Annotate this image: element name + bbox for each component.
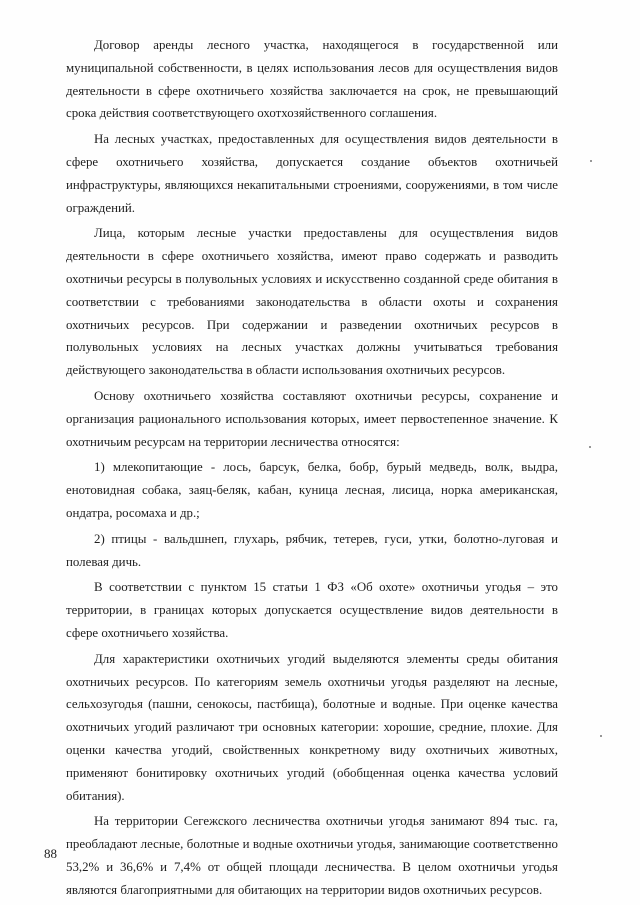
list-item-mammals: 1) млекопитающие - лось, барсук, белка, бобр, бурый медведь, волк, выдра, енотовидная собака, заяц-беляк, кабан, куница лесная, лисица, норка американская, ондатра, росомаха и др.;: [66, 460, 558, 520]
paragraph-forest-lease: Договор аренды лесного участка, находящегося в государственной или муниципальной собственности, в целях использования лесов для осуществления видов деятельности в сфере охотничьего хозяйства заключается на срок, не превышающий срока действия соответствующего охотхозяйственного соглашения.: [66, 38, 558, 121]
paragraph-hunting-infrastructure: На лесных участках, предоставленных для осуществления видов деятельности в сфере охотничьего хозяйства, допускается создание объектов охотничьей инфраструктуры, являющихся некапитальными строениями, сооружениями, в том числе ограждений.: [66, 132, 558, 215]
paragraph-segezha-forestry-area: На территории Сегежского лесничества охотничьи угодья занимают 894 тыс. га, преобладают лесные, болотные и водные охотничьи угодья, занимающие соответственно 53,2% и 36,6% и 7,4% от общей площади лесничества. В целом охотничьи угодья являются благоприятными для обитающих на территории видов охотничьих ресурсов.: [66, 814, 558, 897]
body-text: [66, 34, 558, 901]
paragraph-hunting-resources-intro: Основу охотничьего хозяйства составляют охотничьи ресурсы, сохранение и организация рационального использования которых, имеет первостепенное значение. К охотничьим ресурсам на территории лесничества относятся:: [66, 388, 558, 449]
paragraph-hunting-grounds-categories: Для характеристики охотничьих угодий выделяются элементы среды обитания охотничьих ресурсов. По категориям земель охотничьи угодья разделяют на лесные, сельхозугодья (пашни, сенокосы, пастбища), болотные и водные. При оценке качества охотничьих угодий различают три основных категории: хорошие, средние, плохие. Для оценки качества угодий, свойственных конкретному виду охотничьих животных, применяют бонитировку охотничьих угодий (обобщенная оценка качества условий обитания).: [66, 651, 558, 803]
scan-speck: [589, 446, 591, 448]
page-number: 88: [44, 846, 57, 861]
scan-speck: [600, 735, 602, 737]
paragraph-semi-free-breeding: Лица, которым лесные участки предоставлены для осуществления видов деятельности в сфере охотничьего хозяйства, имеют право содержать и разводить охотничьи ресурсы в полувольных условиях и искусственно созданной среде обитания в соответствии с требованиями законодательства в области охоты и сохранения охотничьих ресурсов. При содержании и разведении охотничьих ресурсов в полувольных условиях на лесных участках должны учитываться требования действующего законодательства в области использования охотничьих ресурсов.: [66, 226, 558, 378]
paragraph-hunting-grounds-definition: В соответствии с пунктом 15 статьи 1 ФЗ «Об охоте» охотничьи угодья – это территории, в границах которых допускается осуществление видов деятельности в сфере охотничьего хозяйства.: [66, 580, 558, 640]
scan-speck: [590, 160, 592, 162]
list-item-birds: 2) птицы - вальдшнеп, глухарь, рябчик, тетерев, гуси, утки, болотно-луговая и полевая дичь.: [66, 531, 558, 569]
